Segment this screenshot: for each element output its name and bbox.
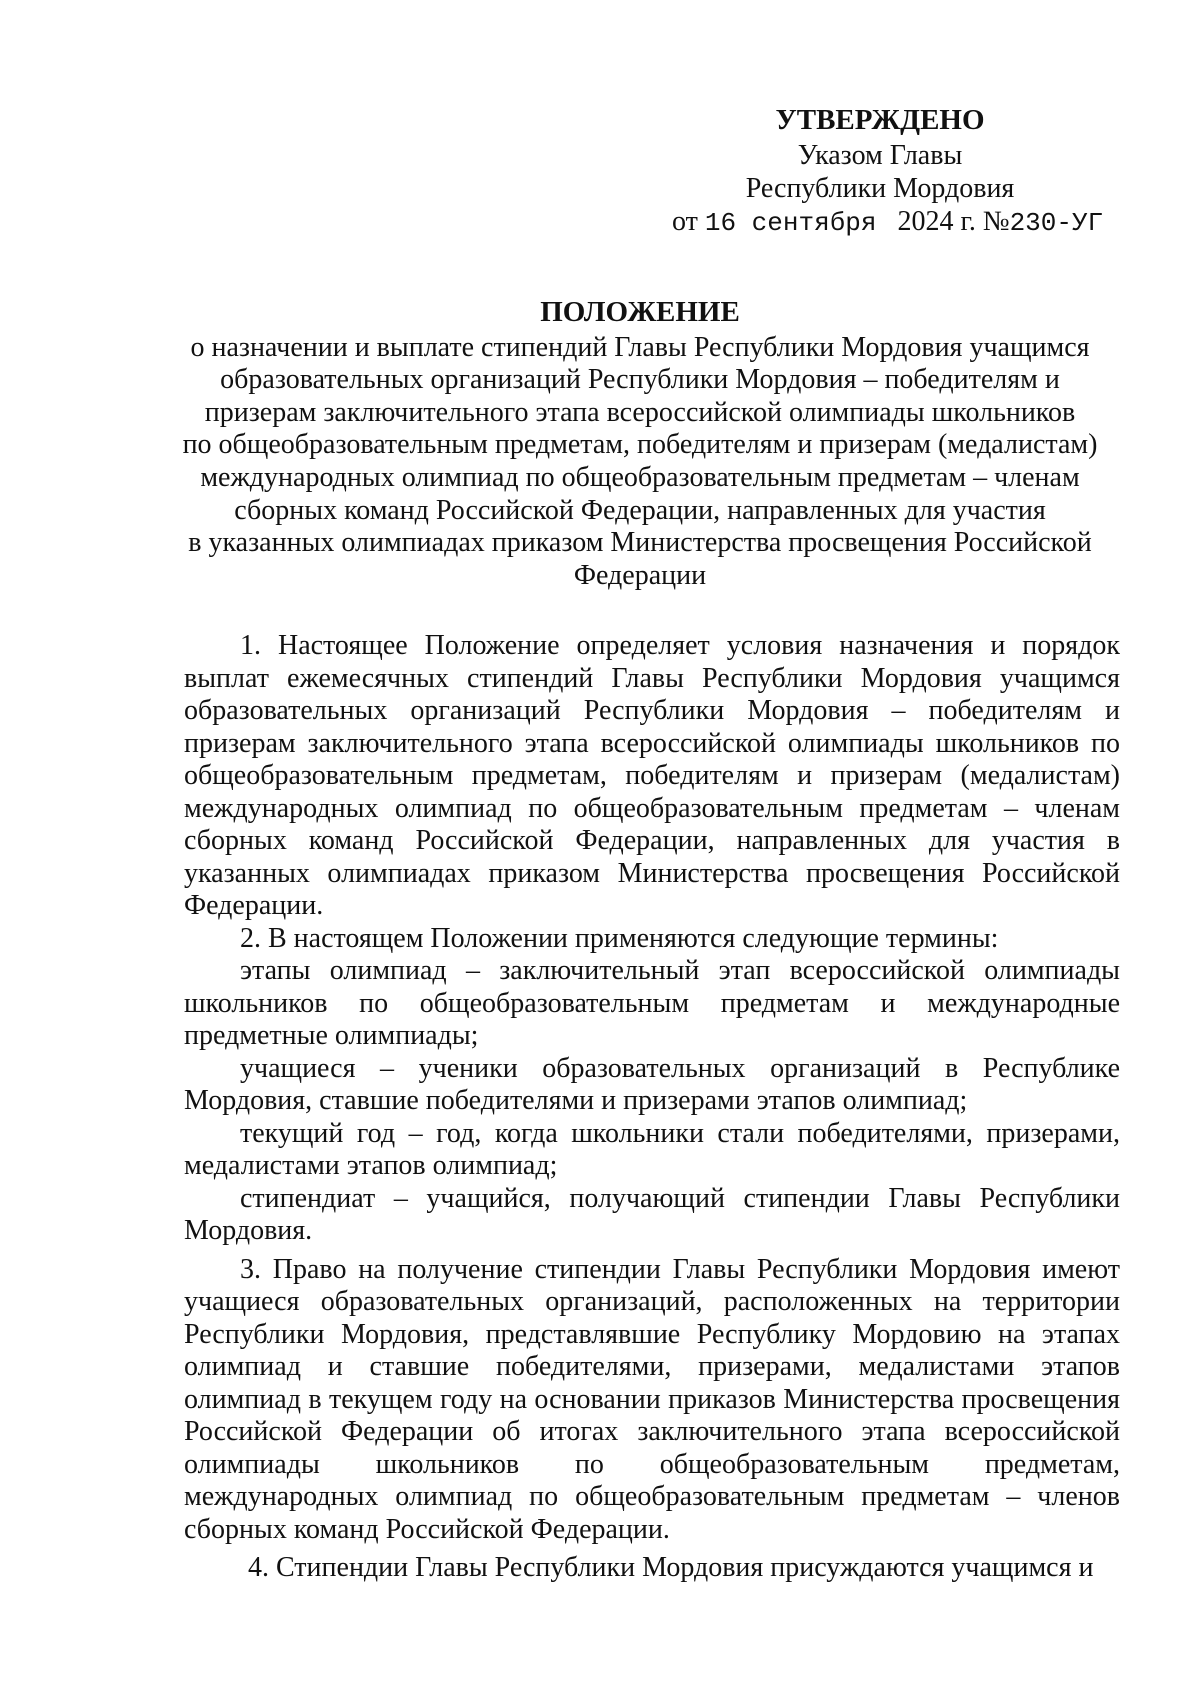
document-title: ПОЛОЖЕНИЕ (540, 296, 740, 328)
decree-year: 2024 г. № (897, 206, 1010, 237)
paragraph-1: 1. Настоящее Положение определяет условия назначения и порядок выплат ежемесячных стипендий Главы Республики Мордовия учащимся образовательных организаций Республики Мордовия – победителям и призерам заключительного этапа всероссийской олимпиады школьников по общеобразовательным предметам, победителям и призерам (медалистам) международных олимпиад по общеобразовательным предметам – членам сборных команд Российской Федерации, направленных для участия в указанных олимпиадах приказом Министерства просвещения Российской Федерации. (184, 630, 1120, 921)
term-stages: этапы олимпиад – заключительный этап всероссийской олимпиады школьников по общеобразовательным предметам и международные предметные олимпиады; (184, 955, 1120, 1051)
decree-date: 16 сентября (704, 208, 877, 238)
approved-heading: УТВЕРЖДЕНО (775, 104, 985, 136)
subtitle-line: по общеобразовательным предметам, победителям и призерам (медалистам) (182, 429, 1098, 461)
approval-stamp-block (640, 104, 1120, 240)
paragraph-4: 4. Стипендии Главы Республики Мордовия присуждаются учащимся и (248, 1552, 1094, 1583)
subtitle-line: образовательных организаций Республики Мордовия – победителям и (220, 364, 1060, 396)
approval-line-republic: Республики Мордовия (745, 173, 1015, 204)
subtitle-line: Федерации (573, 559, 707, 591)
term-students: учащиеся – ученики образовательных организаций в Республике Мордовия, ставшие победителями и призерами этапов олимпиад; (184, 1052, 1120, 1116)
subtitle-line: международных олимпиад по общеобразовательным предметам – членам (200, 461, 1080, 493)
paragraph-3: 3. Право на получение стипендии Главы Республики Мордовия имеют учащиеся образовательных организаций, расположенных на территории Республики Мордовия, представлявшие Республику Мордовию на этапах олимпиад и ставшие победителями, призерами, медалистами этапов олимпиад в текущем году на основании приказов Министерства просвещения Российской Федерации об итогах заключительного этапа всероссийской олимпиады школьников по общеобразовательным предметам, международных олимпиад по общеобразовательным предметам – членов сборных команд Российской Федерации. (184, 1253, 1120, 1545)
subtitle-line: о назначении и выплате стипендий Главы Республики Мордовия учащимся (190, 331, 1090, 363)
term-current-year: текущий год – год, когда школьники стали победителями, призерами, медалистами этапов олимпиад; (184, 1117, 1120, 1181)
subtitle-line: сборных команд Российской Федерации, направленных для участия (234, 494, 1046, 526)
paragraph-2: 2. В настоящем Положении применяются следующие термины: (240, 922, 999, 954)
date-prefix: от (672, 206, 698, 237)
approval-line-decree: Указом Главы (797, 140, 963, 171)
subtitle-line: призерам заключительного этапа всероссийской олимпиады школьников (204, 396, 1076, 428)
decree-number: 230-УГ (1009, 208, 1104, 238)
term-scholar: стипендиат – учащийся, получающий стипендии Главы Республики Мордовия. (184, 1182, 1120, 1246)
document-body (184, 630, 1120, 1585)
document-title-block (170, 296, 1110, 592)
approval-date-line (640, 205, 1120, 240)
subtitle-line: в указанных олимпиадах приказом Министерства просвещения Российской (188, 527, 1092, 559)
